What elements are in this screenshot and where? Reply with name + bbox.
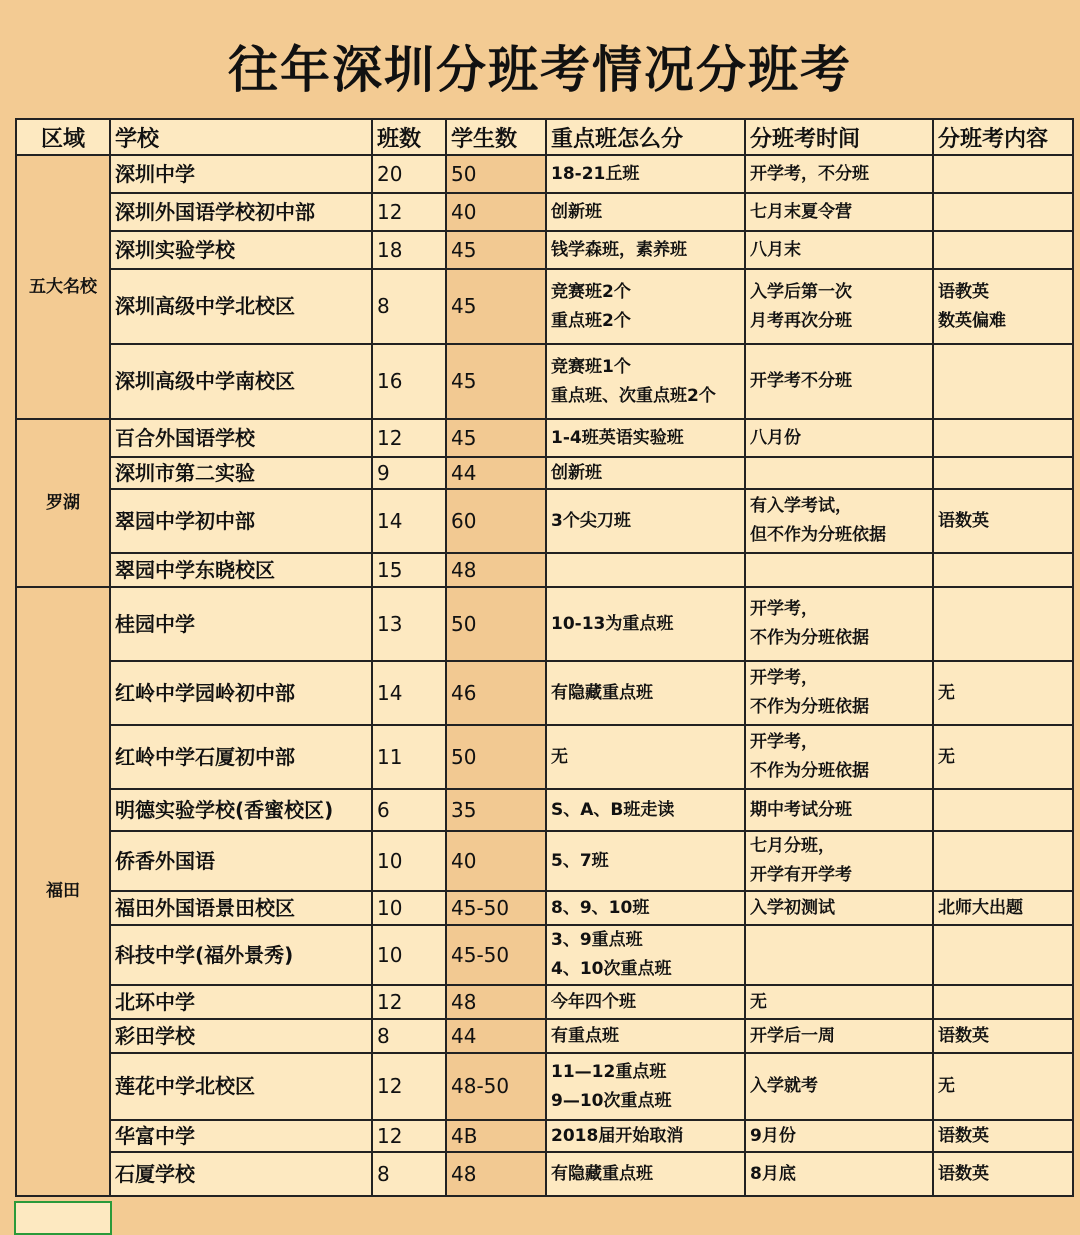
students-cell: 35: [446, 789, 546, 831]
method-cell: [546, 553, 745, 587]
table-row: [16, 1152, 1073, 1196]
region-cell: 五大名校: [16, 155, 110, 419]
cell-line: 无: [551, 746, 568, 767]
classes-cell: 12: [372, 193, 446, 231]
students-cell: 44: [446, 1019, 546, 1053]
method-cell: [546, 1053, 745, 1120]
cell-line: 10-13为重点班: [551, 613, 674, 634]
cell-line: 5、7班: [551, 850, 609, 871]
class-division-table: [15, 118, 1074, 1197]
table-row: [16, 925, 1073, 985]
classes-cell: 14: [372, 661, 446, 725]
cell-line: 八月份: [750, 427, 801, 448]
cell-line: 竞赛班2个: [551, 281, 631, 302]
table-row: [16, 1019, 1073, 1053]
header-method: 重点班怎么分: [546, 119, 745, 155]
method-cell: [546, 587, 745, 661]
classes-cell: 8: [372, 269, 446, 344]
school-cell: 深圳中学: [110, 155, 372, 193]
cell-line: 钱学森班，素养班: [551, 239, 687, 260]
cell-line: 4、10次重点班: [551, 959, 672, 979]
cell-line: 语数英: [938, 1125, 989, 1146]
time-cell: [745, 725, 933, 789]
method-cell: [546, 269, 745, 344]
cell-line: 有隐藏重点班: [551, 1163, 653, 1184]
method-cell: [546, 155, 745, 193]
students-cell: 45-50: [446, 925, 546, 985]
time-cell: [745, 419, 933, 457]
classes-cell: 11: [372, 725, 446, 789]
method-cell: [546, 725, 745, 789]
classes-cell: 10: [372, 831, 446, 891]
time-cell: [745, 661, 933, 725]
table-row: [16, 1120, 1073, 1152]
table-row: [16, 155, 1073, 193]
table-row: [16, 1053, 1073, 1120]
time-cell: [745, 587, 933, 661]
classes-cell: 12: [372, 419, 446, 457]
table-row: [16, 725, 1073, 789]
school-cell: 侨香外国语: [110, 831, 372, 891]
school-cell: 红岭中学园岭初中部: [110, 661, 372, 725]
cell-line: 3个尖刀班: [551, 510, 631, 531]
selected-cell[interactable]: [14, 1201, 112, 1235]
students-cell: 45: [446, 419, 546, 457]
classes-cell: 15: [372, 553, 446, 587]
school-cell: 深圳外国语学校初中部: [110, 193, 372, 231]
cell-line: 不作为分班依据: [750, 628, 869, 648]
time-cell: [745, 831, 933, 891]
classes-cell: 9: [372, 457, 446, 489]
classes-cell: 6: [372, 789, 446, 831]
students-cell: 48-50: [446, 1053, 546, 1120]
content-cell: [933, 457, 1073, 489]
cell-line: 不作为分班依据: [750, 761, 869, 781]
content-cell: [933, 489, 1073, 553]
cell-line: 但不作为分班依据: [750, 525, 886, 545]
cell-line: 8、9、10班: [551, 897, 650, 918]
header-students: 学生数: [446, 119, 546, 155]
classes-cell: 20: [372, 155, 446, 193]
cell-line: 无: [938, 682, 955, 703]
cell-line: 有隐藏重点班: [551, 682, 653, 703]
method-cell: [546, 1152, 745, 1196]
table-row: [16, 985, 1073, 1019]
cell-line: 3、9重点班: [551, 930, 643, 950]
classes-cell: 10: [372, 891, 446, 925]
cell-line: 开学有开学考: [750, 865, 852, 885]
time-cell: [745, 789, 933, 831]
content-cell: [933, 1120, 1073, 1152]
students-cell: 4B: [446, 1120, 546, 1152]
table-row: [16, 489, 1073, 553]
content-cell: [933, 587, 1073, 661]
school-cell: 科技中学(福外景秀): [110, 925, 372, 985]
cell-line: 七月分班，: [750, 836, 835, 856]
classes-cell: 10: [372, 925, 446, 985]
time-cell: [745, 1152, 933, 1196]
students-cell: 60: [446, 489, 546, 553]
method-cell: [546, 661, 745, 725]
cell-line: 入学初测试: [750, 897, 835, 918]
cell-line: 开学考，不分班: [750, 163, 869, 184]
classes-cell: 8: [372, 1019, 446, 1053]
school-cell: 石厦学校: [110, 1152, 372, 1196]
school-cell: 莲花中学北校区: [110, 1053, 372, 1120]
content-cell: [933, 231, 1073, 269]
time-cell: [745, 925, 933, 985]
cell-line: 11—12重点班: [551, 1061, 667, 1082]
content-cell: [933, 1053, 1073, 1120]
cell-line: 无: [750, 991, 767, 1012]
table-row: [16, 587, 1073, 661]
header-classes: 班数: [372, 119, 446, 155]
table-row: [16, 457, 1073, 489]
cell-line: 18-21丘班: [551, 163, 640, 184]
method-cell: [546, 344, 745, 419]
time-cell: [745, 193, 933, 231]
classes-cell: 12: [372, 1053, 446, 1120]
students-cell: 50: [446, 587, 546, 661]
school-cell: 翠园中学东晓校区: [110, 553, 372, 587]
cell-line: 开学考，: [750, 732, 818, 752]
school-cell: 华富中学: [110, 1120, 372, 1152]
cell-line: 8月底: [750, 1163, 796, 1184]
content-cell: [933, 1152, 1073, 1196]
method-cell: [546, 489, 745, 553]
school-cell: 彩田学校: [110, 1019, 372, 1053]
cell-line: 不作为分班依据: [750, 697, 869, 717]
students-cell: 40: [446, 193, 546, 231]
cell-line: 2018届开始取消: [551, 1125, 684, 1146]
cell-line: 今年四个班: [551, 991, 636, 1012]
school-cell: 北环中学: [110, 985, 372, 1019]
school-cell: 明德实验学校(香蜜校区): [110, 789, 372, 831]
method-cell: [546, 231, 745, 269]
header-content: 分班考内容: [933, 119, 1073, 155]
cell-line: 重点班、次重点班2个: [551, 385, 716, 406]
cell-line: 开学考，: [750, 668, 818, 688]
region-cell: 福田: [16, 587, 110, 1196]
school-cell: 红岭中学石厦初中部: [110, 725, 372, 789]
time-cell: [745, 1120, 933, 1152]
students-cell: 45: [446, 269, 546, 344]
time-cell: [745, 891, 933, 925]
table-row: [16, 891, 1073, 925]
method-cell: [546, 1120, 745, 1152]
cell-line: 1-4班英语实验班: [551, 427, 684, 448]
school-cell: 深圳市第二实验: [110, 457, 372, 489]
region-cell: 罗湖: [16, 419, 110, 587]
school-cell: 桂园中学: [110, 587, 372, 661]
students-cell: 48: [446, 553, 546, 587]
students-cell: 40: [446, 831, 546, 891]
content-cell: [933, 553, 1073, 587]
content-cell: [933, 419, 1073, 457]
content-cell: [933, 661, 1073, 725]
school-cell: 深圳高级中学北校区: [110, 269, 372, 344]
school-cell: 福田外国语景田校区: [110, 891, 372, 925]
cell-line: 入学后第一次: [750, 281, 852, 302]
method-cell: [546, 193, 745, 231]
classes-cell: 13: [372, 587, 446, 661]
method-cell: [546, 891, 745, 925]
time-cell: [745, 1053, 933, 1120]
cell-line: 创新班: [551, 201, 602, 222]
cell-line: 月考再次分班: [750, 310, 852, 331]
content-cell: [933, 269, 1073, 344]
students-cell: 48: [446, 985, 546, 1019]
method-cell: [546, 457, 745, 489]
cell-line: S、A、B班走读: [551, 799, 675, 820]
table-row: [16, 344, 1073, 419]
cell-line: 开学考不分班: [750, 371, 852, 391]
cell-line: 期中考试分班: [750, 799, 852, 820]
students-cell: 46: [446, 661, 546, 725]
header-row: [16, 119, 1073, 155]
cell-line: 无: [938, 1076, 955, 1096]
cell-line: 有入学考试，: [750, 496, 852, 516]
students-cell: 45-50: [446, 891, 546, 925]
time-cell: [745, 231, 933, 269]
cell-line: 9月份: [750, 1125, 796, 1146]
table-row: [16, 419, 1073, 457]
students-cell: 50: [446, 155, 546, 193]
time-cell: [745, 155, 933, 193]
content-cell: [933, 344, 1073, 419]
cell-line: 语数英: [938, 1163, 989, 1184]
cell-line: 语数英: [938, 1025, 989, 1046]
table-row: [16, 193, 1073, 231]
time-cell: [745, 985, 933, 1019]
header-school: 学校: [110, 119, 372, 155]
content-cell: [933, 725, 1073, 789]
table-row: [16, 553, 1073, 587]
table-row: [16, 789, 1073, 831]
method-cell: [546, 789, 745, 831]
time-cell: [745, 344, 933, 419]
cell-line: 开学后一周: [750, 1025, 835, 1046]
school-cell: 翠园中学初中部: [110, 489, 372, 553]
cell-line: 八月末: [750, 239, 801, 260]
content-cell: [933, 891, 1073, 925]
method-cell: [546, 1019, 745, 1053]
content-cell: [933, 925, 1073, 985]
time-cell: [745, 1019, 933, 1053]
content-cell: [933, 155, 1073, 193]
school-cell: 深圳高级中学南校区: [110, 344, 372, 419]
students-cell: 44: [446, 457, 546, 489]
header-time: 分班考时间: [745, 119, 933, 155]
classes-cell: 8: [372, 1152, 446, 1196]
cell-line: 北师大出题: [938, 897, 1023, 918]
cell-line: 竞赛班1个: [551, 356, 631, 377]
students-cell: 45: [446, 231, 546, 269]
cell-line: 语数英: [938, 510, 989, 531]
classes-cell: 18: [372, 231, 446, 269]
classes-cell: 16: [372, 344, 446, 419]
school-cell: 百合外国语学校: [110, 419, 372, 457]
cell-line: 无: [938, 746, 955, 767]
cell-line: 七月末夏令营: [750, 201, 852, 222]
students-cell: 50: [446, 725, 546, 789]
cell-line: 数英偏难: [938, 310, 1006, 331]
time-cell: [745, 553, 933, 587]
method-cell: [546, 925, 745, 985]
table-row: [16, 831, 1073, 891]
time-cell: [745, 457, 933, 489]
content-cell: [933, 789, 1073, 831]
cell-line: 重点班2个: [551, 310, 631, 331]
cell-line: 语教英: [938, 281, 989, 302]
table-row: [16, 269, 1073, 344]
method-cell: [546, 419, 745, 457]
classes-cell: 12: [372, 1120, 446, 1152]
students-cell: 45: [446, 344, 546, 419]
method-cell: [546, 985, 745, 1019]
content-cell: [933, 193, 1073, 231]
students-cell: 48: [446, 1152, 546, 1196]
content-cell: [933, 985, 1073, 1019]
cell-line: 开学考，: [750, 599, 818, 619]
method-cell: [546, 831, 745, 891]
content-cell: [933, 1019, 1073, 1053]
classes-cell: 12: [372, 985, 446, 1019]
school-cell: 深圳实验学校: [110, 231, 372, 269]
classes-cell: 14: [372, 489, 446, 553]
cell-line: 9—10次重点班: [551, 1090, 672, 1111]
cell-line: 有重点班: [551, 1025, 619, 1046]
page-title: 往年深圳分班考情况分班考: [228, 41, 852, 99]
time-cell: [745, 269, 933, 344]
table-row: [16, 661, 1073, 725]
content-cell: [933, 831, 1073, 891]
header-region: 区域: [16, 119, 110, 155]
cell-line: 入学就考: [750, 1076, 818, 1096]
cell-line: 创新班: [551, 462, 602, 483]
time-cell: [745, 489, 933, 553]
table-row: [16, 231, 1073, 269]
